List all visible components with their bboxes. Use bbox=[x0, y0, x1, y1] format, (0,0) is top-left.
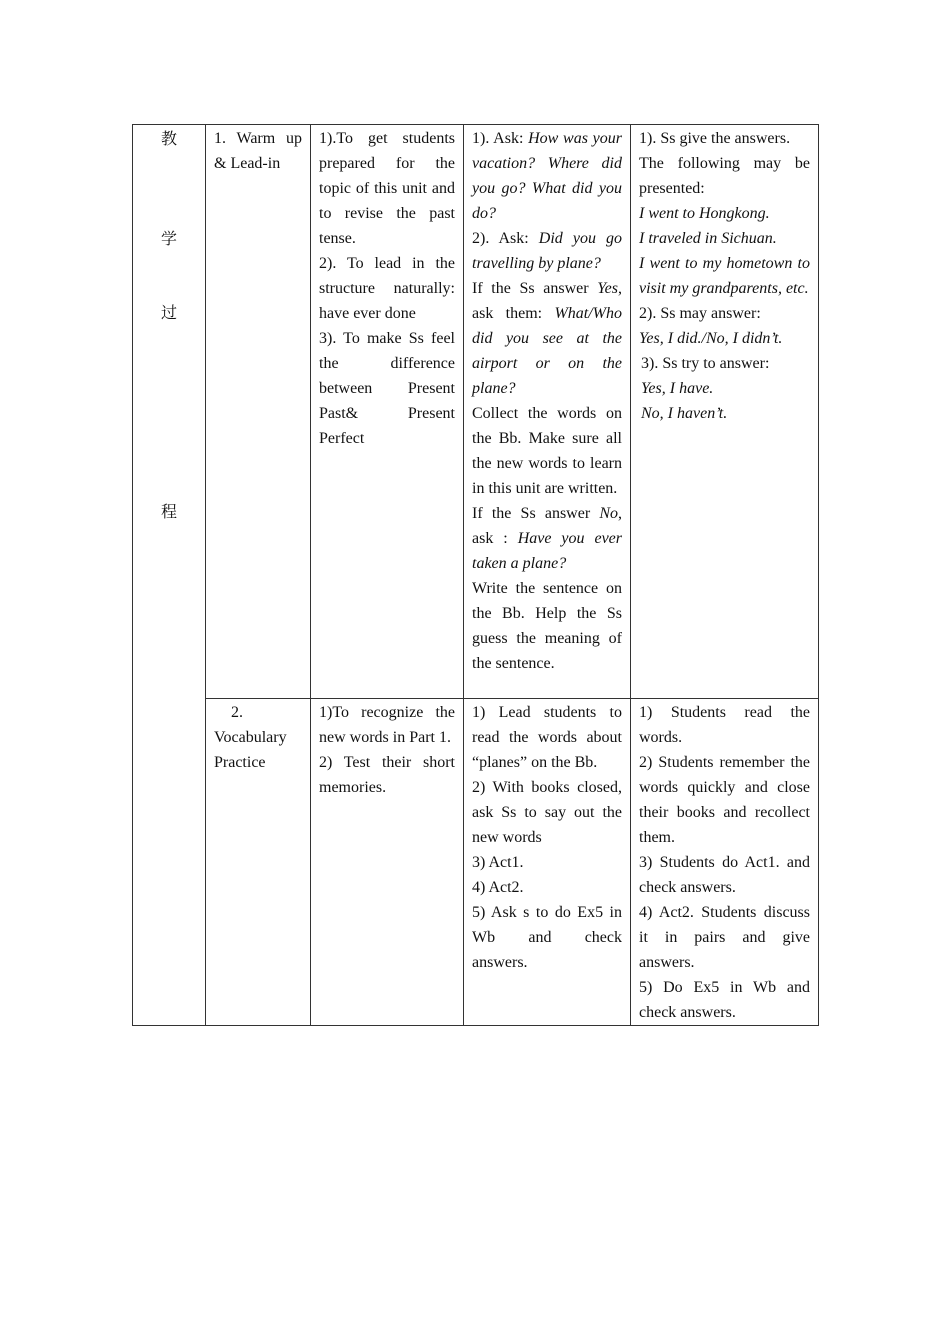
teacher-item: 3) Act1. bbox=[472, 854, 524, 871]
teacher-item: 5) Ask s to do Ex5 in Wb and check answers. bbox=[472, 904, 622, 971]
student-activity-cell bbox=[631, 125, 819, 699]
aims-cell bbox=[311, 125, 464, 699]
table-row bbox=[133, 699, 819, 1026]
student-item: Yes, I did./No, I didn’t. bbox=[639, 330, 783, 347]
teacher-item: 1) Lead students to read the words about “planes” on the Bb. bbox=[472, 704, 622, 771]
stage-char: 程 bbox=[160, 502, 177, 521]
student-item: 2). Ss may answer: bbox=[639, 305, 761, 322]
aim-item: 3). To make Ss feel the difference between Present Past& Present Perfect bbox=[319, 330, 455, 447]
aim-item: 1)To recognize the new words in Part 1. bbox=[319, 704, 455, 746]
step-title: 1. Warm up & Lead-in bbox=[214, 130, 302, 172]
table-row bbox=[133, 125, 819, 699]
aim-item: 2) Test their short memories. bbox=[319, 754, 455, 796]
teacher-item: If the Ss answer Yes, ask them: What/Who did you see at the airport or on the plane? bbox=[472, 280, 622, 397]
teacher-item: Write the sentence on the Bb. Help the Ss guess the meaning of the sentence. bbox=[472, 580, 622, 672]
stage-char: 教 bbox=[160, 129, 177, 148]
aim-item: 1).To get students prepared for the topic of this unit and to revise the past tense. bbox=[319, 130, 455, 247]
student-item: I traveled in Sichuan. bbox=[639, 230, 777, 247]
stage-char: 过 bbox=[160, 303, 177, 322]
stage-char: 学 bbox=[160, 229, 177, 248]
lesson-plan-table bbox=[132, 124, 819, 1026]
student-item: 1) Students read the words. bbox=[639, 704, 810, 746]
teacher-activity-cell bbox=[464, 125, 631, 699]
student-activity-cell bbox=[631, 699, 819, 1026]
student-item: 4) Act2. Students discuss it in pairs and give answers. bbox=[639, 904, 810, 971]
teacher-activity-cell bbox=[464, 699, 631, 1026]
step-cell bbox=[206, 125, 311, 699]
teacher-item: 2). Ask: Did you go travelling by plane? bbox=[472, 230, 622, 272]
student-item: 3). Ss try to answer: bbox=[641, 355, 770, 372]
student-item: 1). Ss give the answers. bbox=[639, 130, 791, 147]
teacher-item: Collect the words on the Bb. Make sure all the new words to learn in this unit are written. bbox=[472, 405, 622, 497]
student-item: No, I haven’t. bbox=[641, 405, 728, 422]
stage-label-cell bbox=[133, 125, 206, 1026]
teacher-item: 1). Ask: How was your vacation? Where did you go? What did you do? bbox=[472, 130, 622, 222]
teacher-item: If the Ss answer No, ask : Have you ever taken a plane? bbox=[472, 505, 622, 572]
student-item: The following may be presented: bbox=[639, 155, 810, 197]
teacher-item: 4) Act2. bbox=[472, 879, 524, 896]
student-item: I went to Hongkong. bbox=[639, 205, 770, 222]
student-item: Yes, I have. bbox=[641, 380, 714, 397]
aims-cell bbox=[311, 699, 464, 1026]
step-cell bbox=[206, 699, 311, 1026]
aim-item: 2). To lead in the structure naturally: have ever done bbox=[319, 255, 455, 322]
student-item: 5) Do Ex5 in Wb and check answers. bbox=[639, 979, 810, 1021]
step-title: 2. Vocabulary Practice bbox=[214, 704, 287, 771]
student-item: 2) Students remember the words quickly and close their books and recollect them. bbox=[639, 754, 810, 846]
student-item: I went to my hometown to visit my grandparents, etc. bbox=[639, 255, 810, 297]
student-item: 3) Students do Act1. and check answers. bbox=[639, 854, 810, 896]
teacher-item: 2) With books closed, ask Ss to say out the new words bbox=[472, 779, 622, 846]
